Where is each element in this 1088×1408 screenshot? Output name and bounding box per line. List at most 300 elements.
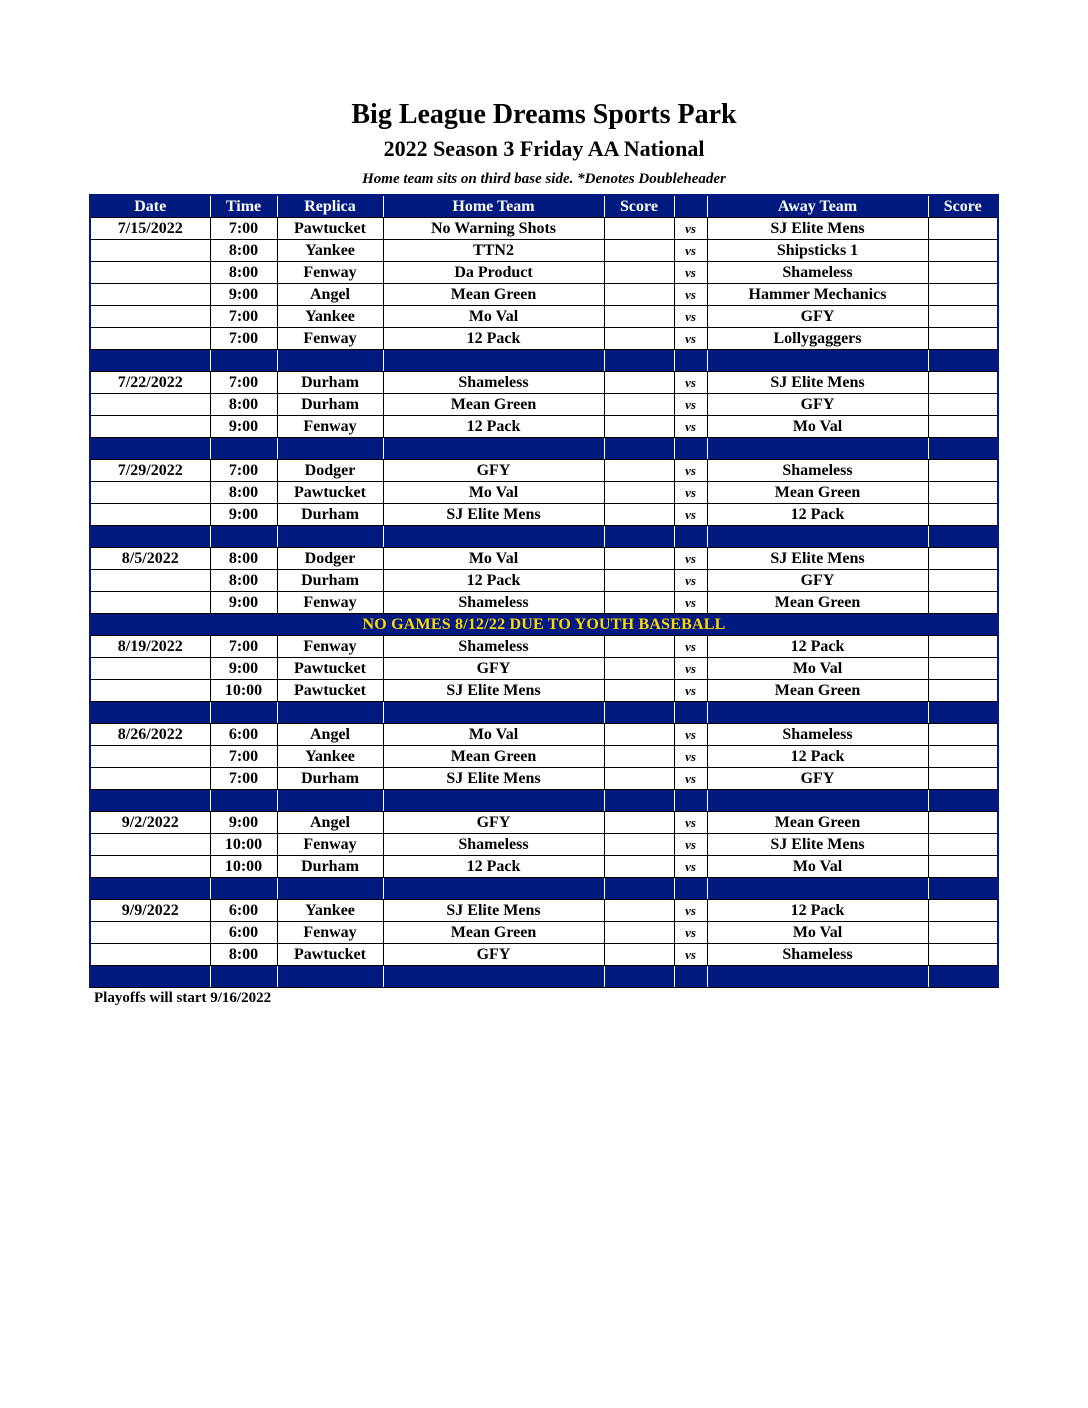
cell-replica: Pawtucket <box>277 482 383 504</box>
separator-cell <box>674 790 707 812</box>
cell-time: 10:00 <box>210 834 277 856</box>
cell-time: 9:00 <box>210 658 277 680</box>
cell-vs: vs <box>674 328 707 350</box>
cell-time: 6:00 <box>210 724 277 746</box>
cell-date: 9/9/2022 <box>90 900 210 922</box>
cell-time: 6:00 <box>210 922 277 944</box>
cell-away-score <box>928 262 998 284</box>
cell-away-score <box>928 328 998 350</box>
game-row <box>90 548 998 570</box>
separator-cell <box>707 702 928 724</box>
separator-cell <box>383 790 604 812</box>
separator-row <box>90 438 998 460</box>
cell-away-score <box>928 548 998 570</box>
cell-home-score <box>604 570 674 592</box>
cell-home-score <box>604 768 674 790</box>
cell-away: Hammer Mechanics <box>707 284 928 306</box>
cell-home: Mean Green <box>383 746 604 768</box>
cell-home-score <box>604 284 674 306</box>
cell-away: Mean Green <box>707 592 928 614</box>
cell-away: Mo Val <box>707 416 928 438</box>
cell-date <box>90 768 210 790</box>
separator-cell <box>383 966 604 988</box>
cell-home: Mean Green <box>383 284 604 306</box>
cell-home-score <box>604 724 674 746</box>
header-away-score: Score <box>928 195 998 218</box>
cell-replica: Fenway <box>277 262 383 284</box>
cell-away: Mo Val <box>707 922 928 944</box>
cell-home: GFY <box>383 658 604 680</box>
no-games-notice-row <box>90 614 998 636</box>
cell-home: SJ Elite Mens <box>383 900 604 922</box>
cell-vs: vs <box>674 570 707 592</box>
separator-cell <box>210 790 277 812</box>
game-row <box>90 218 998 240</box>
cell-away: 12 Pack <box>707 746 928 768</box>
cell-date: 9/2/2022 <box>90 812 210 834</box>
cell-home: Mo Val <box>383 482 604 504</box>
cell-vs: vs <box>674 768 707 790</box>
cell-replica: Fenway <box>277 636 383 658</box>
cell-away-score <box>928 680 998 702</box>
separator-cell <box>674 966 707 988</box>
cell-replica: Angel <box>277 724 383 746</box>
cell-away-score <box>928 504 998 526</box>
cell-home-score <box>604 944 674 966</box>
separator-cell <box>707 438 928 460</box>
cell-time: 7:00 <box>210 372 277 394</box>
cell-home-score <box>604 460 674 482</box>
game-row <box>90 416 998 438</box>
cell-time: 7:00 <box>210 328 277 350</box>
cell-away-score <box>928 768 998 790</box>
cell-away: 12 Pack <box>707 504 928 526</box>
game-row <box>90 306 998 328</box>
separator-cell <box>928 966 998 988</box>
game-row <box>90 570 998 592</box>
cell-home: 12 Pack <box>383 856 604 878</box>
cell-time: 7:00 <box>210 746 277 768</box>
separator-cell <box>383 350 604 372</box>
cell-away: SJ Elite Mens <box>707 218 928 240</box>
cell-vs: vs <box>674 944 707 966</box>
cell-home: TTN2 <box>383 240 604 262</box>
cell-home-score <box>604 592 674 614</box>
cell-home-score <box>604 218 674 240</box>
game-row <box>90 636 998 658</box>
cell-home: Shameless <box>383 834 604 856</box>
cell-away-score <box>928 834 998 856</box>
separator-cell <box>383 878 604 900</box>
cell-vs: vs <box>674 658 707 680</box>
separator-row <box>90 790 998 812</box>
separator-cell <box>604 350 674 372</box>
cell-home: Mean Green <box>383 922 604 944</box>
separator-cell <box>210 350 277 372</box>
cell-time: 10:00 <box>210 856 277 878</box>
cell-replica: Fenway <box>277 328 383 350</box>
separator-cell <box>928 790 998 812</box>
separator-cell <box>674 438 707 460</box>
header-home-team: Home Team <box>383 195 604 218</box>
cell-replica: Fenway <box>277 922 383 944</box>
cell-replica: Dodger <box>277 548 383 570</box>
cell-date: 7/15/2022 <box>90 218 210 240</box>
cell-home-score <box>604 746 674 768</box>
cell-away: GFY <box>707 570 928 592</box>
seating-note: Home team sits on third base side. *Denotes Doubleheader <box>362 171 726 187</box>
cell-home-score <box>604 548 674 570</box>
cell-away: Shipsticks 1 <box>707 240 928 262</box>
separator-row <box>90 526 998 548</box>
cell-vs: vs <box>674 482 707 504</box>
cell-time: 8:00 <box>210 482 277 504</box>
separator-cell <box>277 350 383 372</box>
cell-away: Mo Val <box>707 658 928 680</box>
cell-replica: Durham <box>277 570 383 592</box>
cell-vs: vs <box>674 504 707 526</box>
cell-away-score <box>928 592 998 614</box>
cell-away: Mean Green <box>707 482 928 504</box>
cell-replica: Pawtucket <box>277 658 383 680</box>
cell-vs: vs <box>674 592 707 614</box>
cell-away: Mo Val <box>707 856 928 878</box>
cell-time: 7:00 <box>210 636 277 658</box>
cell-time: 8:00 <box>210 570 277 592</box>
cell-time: 6:00 <box>210 900 277 922</box>
cell-replica: Durham <box>277 372 383 394</box>
cell-date <box>90 306 210 328</box>
cell-away: SJ Elite Mens <box>707 548 928 570</box>
cell-replica: Durham <box>277 768 383 790</box>
cell-date: 8/26/2022 <box>90 724 210 746</box>
cell-vs: vs <box>674 856 707 878</box>
separator-cell <box>928 438 998 460</box>
cell-date <box>90 592 210 614</box>
cell-away-score <box>928 856 998 878</box>
cell-replica: Angel <box>277 812 383 834</box>
cell-home-score <box>604 328 674 350</box>
cell-replica: Yankee <box>277 746 383 768</box>
game-row <box>90 746 998 768</box>
separator-cell <box>90 438 210 460</box>
separator-cell <box>277 878 383 900</box>
cell-home: SJ Elite Mens <box>383 504 604 526</box>
header-time: Time <box>210 195 277 218</box>
cell-away-score <box>928 460 998 482</box>
cell-date <box>90 262 210 284</box>
cell-replica: Angel <box>277 284 383 306</box>
cell-home-score <box>604 394 674 416</box>
separator-cell <box>604 878 674 900</box>
header-date: Date <box>90 195 210 218</box>
cell-vs: vs <box>674 284 707 306</box>
cell-home: 12 Pack <box>383 570 604 592</box>
cell-time: 7:00 <box>210 768 277 790</box>
cell-vs: vs <box>674 922 707 944</box>
cell-home: 12 Pack <box>383 328 604 350</box>
cell-replica: Yankee <box>277 900 383 922</box>
cell-time: 7:00 <box>210 306 277 328</box>
separator-cell <box>928 702 998 724</box>
separator-cell <box>604 702 674 724</box>
cell-date <box>90 658 210 680</box>
cell-home-score <box>604 636 674 658</box>
separator-cell <box>277 438 383 460</box>
cell-away: 12 Pack <box>707 900 928 922</box>
cell-home-score <box>604 834 674 856</box>
cell-time: 9:00 <box>210 284 277 306</box>
header-row <box>90 195 998 218</box>
game-row <box>90 900 998 922</box>
cell-away: Shameless <box>707 724 928 746</box>
cell-away-score <box>928 944 998 966</box>
cell-home-score <box>604 262 674 284</box>
game-row <box>90 768 998 790</box>
cell-date <box>90 834 210 856</box>
cell-time: 10:00 <box>210 680 277 702</box>
cell-replica: Pawtucket <box>277 944 383 966</box>
separator-row <box>90 702 998 724</box>
separator-cell <box>674 350 707 372</box>
separator-cell <box>210 966 277 988</box>
separator-cell <box>277 790 383 812</box>
header-vs <box>674 195 707 218</box>
cell-home: SJ Elite Mens <box>383 768 604 790</box>
schedule-table <box>89 194 999 988</box>
game-row <box>90 922 998 944</box>
cell-home: 12 Pack <box>383 416 604 438</box>
cell-home: GFY <box>383 944 604 966</box>
separator-cell <box>90 702 210 724</box>
cell-date: 8/19/2022 <box>90 636 210 658</box>
cell-home-score <box>604 416 674 438</box>
separator-cell <box>928 878 998 900</box>
cell-date <box>90 746 210 768</box>
separator-cell <box>707 350 928 372</box>
cell-home-score <box>604 922 674 944</box>
cell-home-score <box>604 856 674 878</box>
cell-vs: vs <box>674 394 707 416</box>
cell-replica: Fenway <box>277 592 383 614</box>
separator-cell <box>210 526 277 548</box>
cell-away: Mean Green <box>707 812 928 834</box>
cell-vs: vs <box>674 262 707 284</box>
separator-row <box>90 966 998 988</box>
header-home-score: Score <box>604 195 674 218</box>
cell-away: SJ Elite Mens <box>707 834 928 856</box>
cell-away-score <box>928 658 998 680</box>
cell-replica: Yankee <box>277 240 383 262</box>
cell-away: Mean Green <box>707 680 928 702</box>
cell-time: 9:00 <box>210 504 277 526</box>
separator-cell <box>604 790 674 812</box>
cell-home: Mo Val <box>383 724 604 746</box>
header-replica: Replica <box>277 195 383 218</box>
cell-home: GFY <box>383 460 604 482</box>
cell-home: Mo Val <box>383 548 604 570</box>
cell-time: 9:00 <box>210 416 277 438</box>
cell-vs: vs <box>674 680 707 702</box>
no-games-notice: NO GAMES 8/12/22 DUE TO YOUTH BASEBALL <box>90 614 998 636</box>
cell-vs: vs <box>674 372 707 394</box>
cell-time: 8:00 <box>210 262 277 284</box>
game-row <box>90 658 998 680</box>
game-row <box>90 834 998 856</box>
separator-cell <box>383 438 604 460</box>
cell-home: Da Product <box>383 262 604 284</box>
cell-time: 8:00 <box>210 944 277 966</box>
cell-date <box>90 240 210 262</box>
cell-date <box>90 680 210 702</box>
game-row <box>90 592 998 614</box>
cell-vs: vs <box>674 240 707 262</box>
cell-vs: vs <box>674 306 707 328</box>
cell-date <box>90 944 210 966</box>
cell-away-score <box>928 218 998 240</box>
cell-replica: Fenway <box>277 834 383 856</box>
cell-home-score <box>604 812 674 834</box>
cell-date <box>90 570 210 592</box>
cell-home-score <box>604 306 674 328</box>
cell-vs: vs <box>674 218 707 240</box>
cell-time: 7:00 <box>210 460 277 482</box>
game-row <box>90 460 998 482</box>
cell-replica: Yankee <box>277 306 383 328</box>
cell-home: Mo Val <box>383 306 604 328</box>
game-row <box>90 812 998 834</box>
game-row <box>90 394 998 416</box>
cell-away-score <box>928 482 998 504</box>
separator-cell <box>928 526 998 548</box>
game-row <box>90 724 998 746</box>
cell-vs: vs <box>674 746 707 768</box>
separator-cell <box>90 526 210 548</box>
cell-away: SJ Elite Mens <box>707 372 928 394</box>
cell-away: 12 Pack <box>707 636 928 658</box>
cell-time: 8:00 <box>210 240 277 262</box>
separator-cell <box>277 702 383 724</box>
separator-cell <box>674 526 707 548</box>
cell-replica: Pawtucket <box>277 680 383 702</box>
cell-away-score <box>928 746 998 768</box>
separator-cell <box>707 878 928 900</box>
game-row <box>90 328 998 350</box>
cell-vs: vs <box>674 548 707 570</box>
cell-date <box>90 394 210 416</box>
cell-vs: vs <box>674 812 707 834</box>
separator-cell <box>604 438 674 460</box>
cell-vs: vs <box>674 460 707 482</box>
separator-cell <box>277 526 383 548</box>
cell-time: 9:00 <box>210 592 277 614</box>
cell-home-score <box>604 482 674 504</box>
cell-home: Shameless <box>383 592 604 614</box>
separator-cell <box>210 438 277 460</box>
separator-cell <box>90 350 210 372</box>
cell-home-score <box>604 900 674 922</box>
cell-home: GFY <box>383 812 604 834</box>
cell-home-score <box>604 680 674 702</box>
cell-away-score <box>928 812 998 834</box>
cell-vs: vs <box>674 834 707 856</box>
cell-home-score <box>604 372 674 394</box>
separator-cell <box>90 790 210 812</box>
separator-cell <box>90 878 210 900</box>
cell-away: Shameless <box>707 262 928 284</box>
cell-home-score <box>604 658 674 680</box>
separator-cell <box>90 966 210 988</box>
cell-replica: Durham <box>277 394 383 416</box>
header-away-team: Away Team <box>707 195 928 218</box>
game-row <box>90 856 998 878</box>
cell-home: Mean Green <box>383 394 604 416</box>
separator-cell <box>928 350 998 372</box>
game-row <box>90 680 998 702</box>
cell-away-score <box>928 570 998 592</box>
cell-away-score <box>928 636 998 658</box>
cell-replica: Fenway <box>277 416 383 438</box>
cell-time: 8:00 <box>210 394 277 416</box>
separator-cell <box>674 878 707 900</box>
cell-date <box>90 284 210 306</box>
cell-away: GFY <box>707 768 928 790</box>
separator-cell <box>383 526 604 548</box>
schedule-body <box>90 218 998 988</box>
separator-row <box>90 878 998 900</box>
game-row <box>90 944 998 966</box>
playoffs-note: Playoffs will start 9/16/2022 <box>94 990 272 1006</box>
cell-replica: Pawtucket <box>277 218 383 240</box>
cell-date: 7/22/2022 <box>90 372 210 394</box>
cell-away-score <box>928 900 998 922</box>
separator-cell <box>383 702 604 724</box>
cell-date: 7/29/2022 <box>90 460 210 482</box>
cell-date <box>90 482 210 504</box>
game-row <box>90 482 998 504</box>
schedule-header <box>90 195 998 218</box>
cell-away: Shameless <box>707 944 928 966</box>
separator-cell <box>707 526 928 548</box>
cell-away-score <box>928 922 998 944</box>
separator-cell <box>604 966 674 988</box>
cell-time: 9:00 <box>210 812 277 834</box>
cell-date <box>90 416 210 438</box>
game-row <box>90 240 998 262</box>
cell-away-score <box>928 240 998 262</box>
separator-cell <box>604 526 674 548</box>
separator-cell <box>210 702 277 724</box>
cell-home: Shameless <box>383 636 604 658</box>
cell-date: 8/5/2022 <box>90 548 210 570</box>
cell-replica: Dodger <box>277 460 383 482</box>
cell-vs: vs <box>674 724 707 746</box>
separator-cell <box>210 878 277 900</box>
cell-vs: vs <box>674 900 707 922</box>
cell-away-score <box>928 416 998 438</box>
cell-home-score <box>604 504 674 526</box>
cell-replica: Durham <box>277 504 383 526</box>
cell-date <box>90 856 210 878</box>
cell-away: GFY <box>707 306 928 328</box>
separator-cell <box>707 790 928 812</box>
cell-away-score <box>928 724 998 746</box>
game-row <box>90 504 998 526</box>
cell-replica: Durham <box>277 856 383 878</box>
cell-home-score <box>604 240 674 262</box>
cell-date <box>90 504 210 526</box>
cell-away: GFY <box>707 394 928 416</box>
